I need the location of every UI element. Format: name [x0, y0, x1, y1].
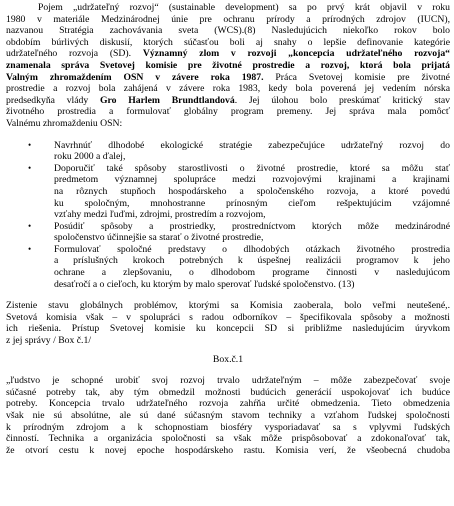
- text-line: ich riešenia. Prístup Svetovej komisie ku koncepcii SD si približme nasledujúcim úryvkom: [6, 323, 450, 335]
- text-line: Doporučiť také spôsoby starostlivosti o životné prostredie, ktoré sa môžu stať: [54, 162, 450, 174]
- text-line: [6, 48, 450, 60]
- bold-text-run: Valným zhromaždením OSN v závere roka 1987.: [6, 71, 264, 83]
- box-title: Box.č.1: [212, 353, 244, 365]
- text-line: obdobím búrlivých diskusií, ktorých súčasťou boli aj snahy o lepšie definovanie kategórie: [6, 36, 450, 48]
- text-line: Zistenie stavu globálnych problémov, ktorými sa Komisia zaoberala, bolo veľmi neutešené,.: [6, 300, 450, 312]
- text-line: predmetom významnej spolupráce medzi rozvojovými krajinami a krajinami: [54, 174, 450, 186]
- text-line: desaťročí a o cieľoch, ku ktorým by malo sperovať ľudské spoločenstvo. (13): [54, 278, 355, 290]
- text-line: k prírodným zdrojom a k schopnostiam biosféry vysporiadavať sa s vplyvmi ľudských: [6, 421, 450, 433]
- text-run: Práca Svetovej komisie pre životné: [263, 71, 450, 83]
- text-line: spoločenstvo účinnejšie sa starať o životné prostredie,: [54, 232, 264, 244]
- text-line: na rôznych stupňoch hospodárskeho a spoločenského rozvoja, a ktoré povedú: [54, 185, 450, 197]
- bullet-icon: •: [28, 162, 32, 173]
- text-line: roku 2000 a ďalej,: [54, 151, 126, 163]
- text-line: potreby. Koncepcia trvalo udržateľného rozvoja zahŕňa určité obmedzenia. Tieto obmedzenia: [6, 398, 450, 410]
- bullet-list: [6, 140, 450, 291]
- bullet-icon: •: [28, 139, 32, 150]
- text-line: ochrane a zlepšovaniu, o dlhodobom programe činnosti v nasledujúcom: [54, 267, 450, 279]
- document-page: [6, 2, 450, 456]
- text-line: vzťahy medzi ľuďmi, zdrojmi, prostredím a rozvojom,: [54, 209, 266, 221]
- text-line: z jej správy / Box č.1/: [6, 335, 92, 347]
- bold-text-run: Významný zlom v rozvoji „koncepcia udržateľného rozvoja“: [142, 48, 450, 60]
- text-line: Pojem „udržateľný rozvoj“ (sustainable development) sa po prvý krát objavil v roku: [38, 2, 450, 13]
- paragraph-quote: [6, 375, 450, 456]
- text-line: prostredie a rozvoj bola zahájená v závere roka 1983, kedy bola poverená jej vedením nórska: [6, 83, 450, 95]
- list-item: [6, 163, 450, 221]
- text-line: nazvanou Stratégia zachovávania sveta (WCS).(8) Nasledujúcich niekoľko rokov bolo: [6, 25, 450, 37]
- text-line: Navrhnúť dlhodobé ekologické stratégie zabezpečujúce udržateľný rozvoj do: [54, 139, 450, 151]
- text-line: [6, 72, 450, 84]
- text-line: súčasné potreby tak, aby tým obmedzil možnosti budúcich generácií uspokojovať ich budúce: [6, 386, 450, 398]
- list-item: [6, 221, 450, 244]
- text-line: Valnému zhromaždeniu OSN:: [6, 117, 123, 129]
- text-line: však nie sú absolútne, ale sú dané súčasným stavom techniky a vzťahom ľudskej spoločnosti: [6, 410, 450, 421]
- bold-name: Gro Harlem Brundtlandová: [99, 94, 235, 106]
- text-run: . Jej úlohou bolo preskúmať kritický stav: [234, 94, 450, 106]
- text-run: predsedkyňa vlády: [6, 94, 100, 106]
- list-item: [6, 244, 450, 290]
- text-line: Posúdiť spôsoby a prostriedky, prostredníctvom ktorých môže medzinárodné: [54, 220, 450, 232]
- text-line: Formulovať spoločné predstavy o dlhodobých otázkach životného prostredia: [54, 243, 450, 255]
- text-run: udržateľného rozvoja (SD).: [6, 48, 143, 60]
- bullet-icon: •: [28, 243, 32, 254]
- bold-text-line: znamenala správa Svetovej komisie pre životné prostredie a rozvoj, ktorá bola prijatá: [6, 59, 450, 71]
- text-line: Svetová komisia však – v spolupráci s radou odborníkov – špecifikovala spôsoby a možnosti: [6, 311, 450, 323]
- text-line: [6, 95, 450, 107]
- text-line: činností. Technika a organizácia spoločnosti sa však môže prispôsobovať a zdokonaľovať tak,: [6, 433, 450, 445]
- text-line: „ľudstvo je schopné urobiť svoj rozvoj trvalo udržateľným – môže zabezpečovať svoje: [6, 375, 450, 387]
- paragraph-intro: [6, 2, 450, 130]
- text-line: ku spoločným, mnohostranne prínosným cieľom rešpektujúcim vzájomné: [54, 197, 450, 209]
- text-line: životného prostredia a formulovať globálny program premeny. Jej správa mala pomôcť: [6, 106, 450, 118]
- list-item: [6, 140, 450, 163]
- text-line: a príslušných krokoch potrebných k úspešnej realizácii programov k jeho: [54, 255, 450, 267]
- text-line: že otvorí cestu k novej epoche hospodárskeho rastu. Komisia verí, že všeobecná chudoba: [6, 444, 450, 456]
- paragraph-findings: [6, 300, 450, 346]
- bullet-icon: •: [28, 220, 32, 231]
- text-line: 1980 v materiále Medzinárodnej únie pre ochranu prírody a prírodných zdrojov (IUCN),: [6, 13, 450, 25]
